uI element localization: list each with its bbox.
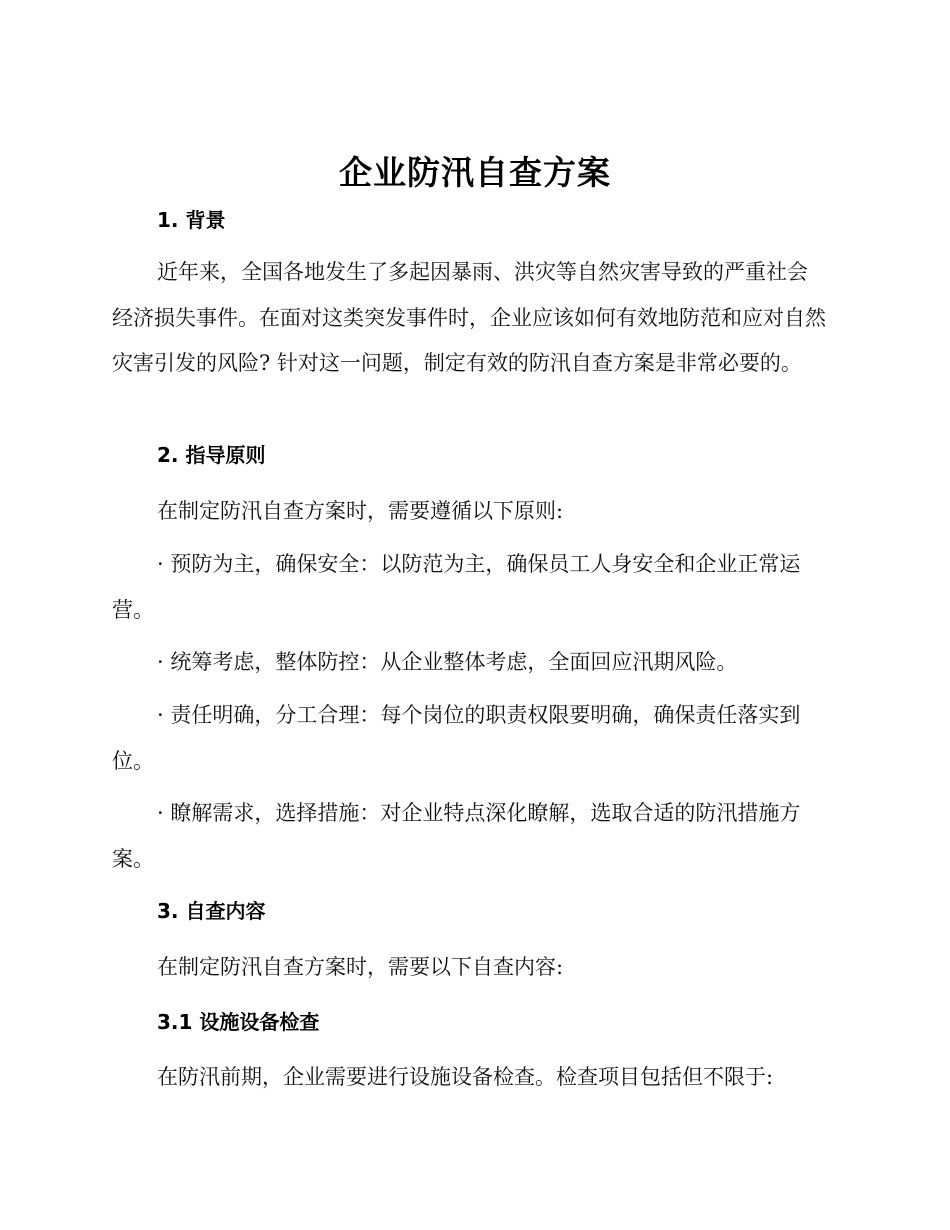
- document-title: 企业防汛自查方案: [339, 153, 611, 192]
- section-heading-background: 1. 背景: [157, 208, 226, 232]
- section-heading-content: 3. 自查内容: [157, 899, 266, 923]
- subsection-heading-facilities: 3.1 设施设备检查: [157, 1010, 320, 1034]
- section-heading-principles: 2. 指导原则: [157, 443, 266, 467]
- principles-intro: 在制定防汛自查方案时，需要遵循以下原则:: [157, 499, 564, 523]
- principle-item: · 责任明确，分工合理：每个岗位的职责权限要明确，确保责任落实到位。: [112, 703, 801, 773]
- facilities-intro: 在防汛前期，企业需要进行设施设备检查。检查项目包括但不限于:: [157, 1065, 774, 1089]
- background-paragraph: 近年来，全国各地发生了多起因暴雨、洪灾等自然灾害导致的严重社会经济损失事件。在面对这类突发事件时，企业应该如何有效地防范和应对自然灾害引发的风险? 针对这一问题，制定有效的防汛自查方案是非常必要的。: [112, 260, 826, 375]
- principle-item: · 统筹考虑，整体防控：从企业整体考虑，全面回应汛期风险。: [157, 650, 738, 674]
- content-intro: 在制定防汛自查方案时，需要以下自查内容:: [157, 955, 564, 979]
- principle-item: · 瞭解需求，选择措施：对企业特点深化瞭解，选取合适的防汛措施方案。: [112, 801, 801, 871]
- principle-item: · 预防为主，确保安全：以防范为主，确保员工人身安全和企业正常运营。: [112, 552, 801, 622]
